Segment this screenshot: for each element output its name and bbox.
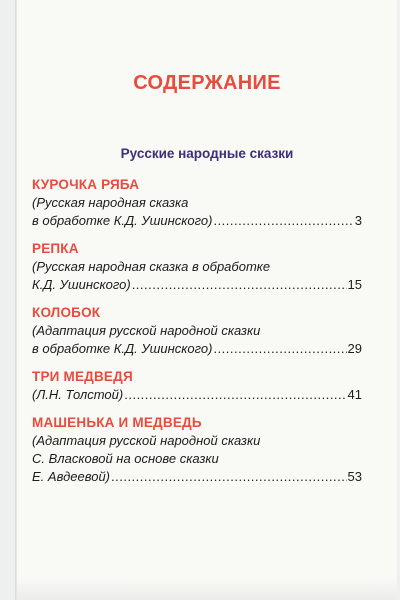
toc-entry-page-line (32, 468, 362, 486)
section-subtitle: Русские народные сказки (120, 146, 294, 161)
page-title: СОДЕРЖАНИЕ (133, 72, 281, 94)
toc-entry-note: (Адаптация русской народной сказки (32, 433, 261, 448)
toc-entry-note: в обработке К.Д. Ушинского) (32, 213, 213, 228)
page-number: 41 (347, 387, 362, 402)
toc-entry (32, 304, 362, 358)
toc-entry-title: КОЛОБОК (32, 305, 101, 320)
toc-entry-title: МАШЕНЬКА И МЕДВЕДЬ (32, 415, 202, 430)
toc-entry-page-line (32, 386, 362, 404)
page-bottom-edge (17, 578, 397, 600)
toc-entry (32, 176, 362, 230)
toc-entry-page-line (32, 212, 362, 230)
page-number: 3 (354, 213, 362, 228)
toc-entry-page-line (32, 340, 362, 358)
toc-entry-note: (Адаптация русской народной сказки (32, 323, 261, 338)
toc-entry-page-line (32, 276, 362, 294)
page-number: 53 (347, 469, 362, 484)
toc-entry-note: К.Д. Ушинского) (32, 277, 131, 292)
toc-entry (32, 414, 362, 486)
dot-leader (132, 276, 347, 294)
toc-entry-note: (Русская народная сказка (32, 195, 189, 210)
toc-entry (32, 368, 362, 404)
toc-entry-note: (Русская народная сказка в обработке (32, 259, 271, 274)
toc-entry-note: в обработке К.Д. Ушинского) (32, 341, 213, 356)
toc-entry-note: Е. Авдеевой) (32, 469, 110, 484)
page-number: 29 (347, 341, 362, 356)
dot-leader (124, 386, 346, 404)
table-of-contents (32, 176, 362, 496)
page-number: 15 (347, 277, 362, 292)
dot-leader (111, 468, 347, 486)
toc-entry-note: С. Власковой на основе сказки (32, 451, 219, 466)
book-page (16, 0, 397, 600)
dot-leader (213, 212, 353, 230)
toc-entry-title: РЕПКА (32, 241, 79, 256)
dot-leader (213, 340, 346, 358)
toc-entry-note: (Л.Н. Толстой) (32, 387, 124, 402)
toc-entry (32, 240, 362, 294)
toc-entry-title: ТРИ МЕДВЕДЯ (32, 369, 133, 384)
toc-entry-title: КУРОЧКА РЯБА (32, 177, 140, 192)
